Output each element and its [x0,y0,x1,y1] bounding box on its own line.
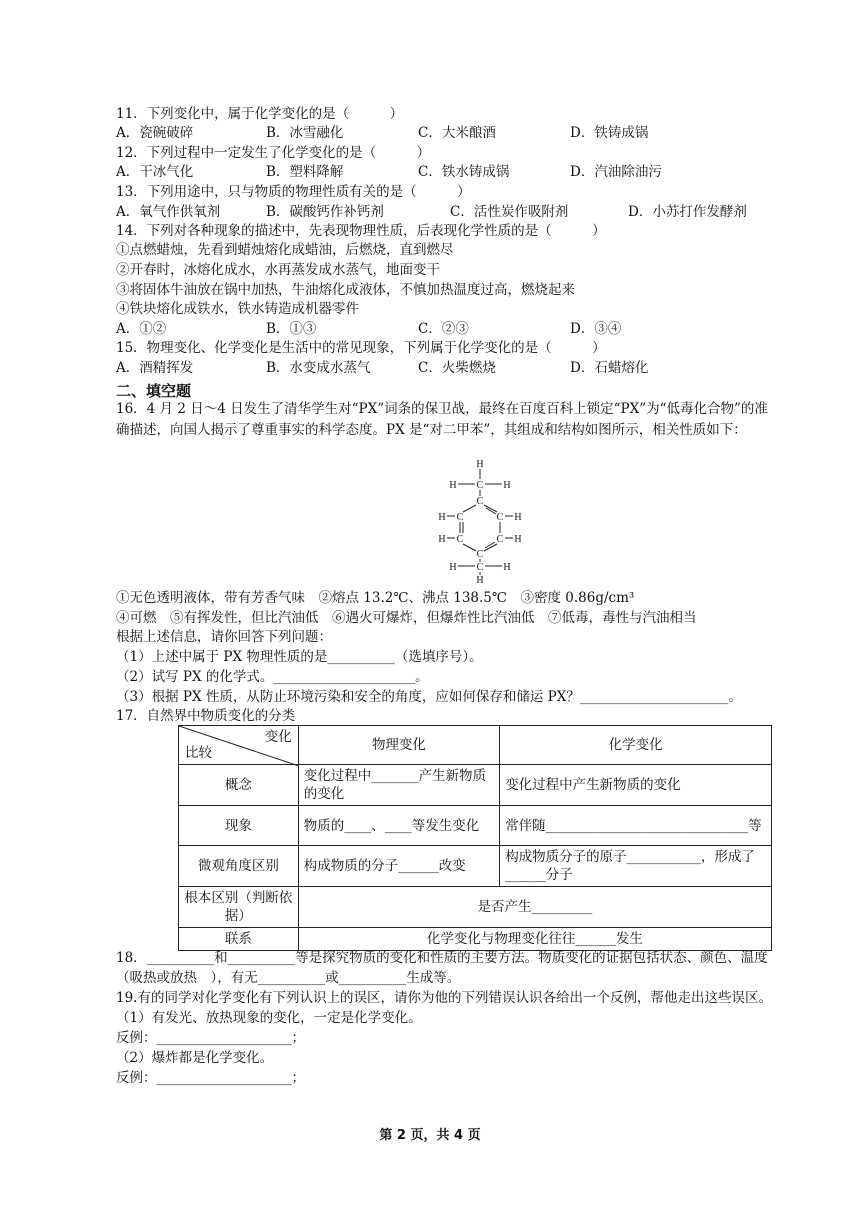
q14-option-a: A．①② [116,321,167,337]
q11-option-a: A．瓷碗破碎 [116,125,194,141]
root-diff-value: 是否产生_________ [298,887,771,928]
atom-h-methyl2-right: H [503,562,511,573]
q12-option-d: D．汽油除油污 [570,164,662,180]
atom-c-ring-ll: C [456,534,464,545]
q11-option-c: C．大米酿酒 [418,125,496,141]
q13-option-d: D．小苏打作发酵剂 [628,204,747,220]
atom-h-right-lower: H [514,534,522,545]
q16-props-line-1: ①无色透明液体，带有芳香气味 ②熔点 13.2℃、沸点 138.5℃ ③密度 0.86g/cm³ [116,590,635,606]
row-label: 微观角度区别 [179,846,299,887]
q11-stem: 11．下列变化中，属于化学变化的是（ ） [116,106,404,122]
q16-sub-3: （3）根据 PX 性质，从防止环境污染和安全的角度，应如何保存和储运 PX？______________________。 [116,689,742,705]
table-row [179,887,772,928]
q16-lead: 根据上述信息，请你回答下列问题： [116,629,332,645]
q12-option-c: C．铁水铸成锅 [418,164,510,180]
q14-item-4: ④铁块熔化成铁水，铁水铸造成机器零件 [116,301,359,317]
atom-c-ring-ur: C [496,512,504,523]
q16-intro: 16．4 月 2 日～4 日发生了清华学生对“PX”词条的保卫战，最终在百度百科上锁定“PX”为“低毒化合物”的准确描述，向国人揭示了尊重事实的科学态度。PX 是“对二甲苯”，其组成和结构如图所示，相关性质如下： [116,401,768,438]
table-corner-cell [179,726,299,765]
q18-line-1: 18．__________和__________等是探究物质的变化和性质的主要方法。物质变化的证据包括状态、颜色、温度 [116,950,768,966]
q14-item-3: ③将固体牛油放在锅中加热，牛油熔化成液体，不慎加热温度过高，燃烧起来 [116,282,575,298]
q15-option-a: A．酒精挥发 [116,360,194,376]
q14-item-2: ②开春时，冰熔化成水，水再蒸发成水蒸气，地面变干 [116,262,440,278]
root-diff-label: 根本区别（判断依据） [179,887,299,928]
table-row [179,928,772,951]
atom-h-right-upper: H [514,512,522,523]
atom-c-ring-lr: C [496,534,504,545]
col-physical-header: 物理变化 [298,726,499,765]
q18-line-2: （吸热或放热 ），有无__________或__________生成等。 [116,970,461,986]
atom-c-methyl-bottom: C [476,562,484,573]
atom-h-left-lower: H [438,534,446,545]
link-label: 联系 [179,928,299,951]
atom-h-left-upper: H [438,512,446,523]
table-row [179,846,772,887]
atom-h-top: H [476,459,484,470]
atom-h-methyl2-left: H [449,562,457,573]
q11-option-b: B．冰雪融化 [266,125,344,141]
q14-option-b: B．①③ [266,321,317,337]
q13-option-c: C．活性炭作吸附剂 [450,204,569,220]
cell-physical: 物质的____、____等发生变化 [298,806,499,846]
cell-chemical: 变化过程中产生新物质的变化 [500,765,772,806]
atom-c-ring-ul: C [456,512,464,523]
cell-chemical: 常伴随______________________________等 [500,806,772,846]
change-comparison-table [178,725,772,951]
atom-c-ring-bottom: C [476,549,484,560]
cell-physical: 构成物质的分子______改变 [298,846,499,887]
atom-h-methyl-left: H [449,480,457,491]
q13-option-a: A．氧气作供氧剂 [116,204,221,220]
cell-chemical: 构成物质分子的原子___________，形成了______分子 [500,846,772,887]
q14-option-d: D．③④ [570,321,622,337]
table-row [179,765,772,806]
px-structure-diagram [430,455,530,585]
q15-option-b: B．水变成水蒸气 [266,360,371,376]
q15-option-d: D．石蜡熔化 [570,360,649,376]
header-top-label: 变化 [264,729,292,745]
q19-answer-1: 反例：____________________； [116,1030,305,1046]
q19-sub-2: （2）爆炸都是化学变化。 [116,1050,274,1066]
atom-c-methyl-top: C [476,480,484,491]
q14-stem: 14．下列对各种现象的描述中，先表现物理性质，后表现化学性质的是（ ） [116,223,606,239]
section-heading: 二、填空题 [116,382,192,400]
q17-title: 17．自然界中物质变化的分类 [116,708,296,724]
q13-option-b: B．碳酸钙作补钙剂 [266,204,384,220]
col-chemical-header: 化学变化 [500,726,772,765]
q12-option-a: A．干冰气化 [116,164,194,180]
page-footer: 第 2 页，共 4 页 [379,1128,481,1143]
row-label: 现象 [179,806,299,846]
q12-option-b: B．塑料降解 [266,164,344,180]
atom-h-bottom: H [476,575,484,585]
q19-answer-2: 反例：____________________； [116,1070,305,1086]
atom-h-methyl-right: H [503,480,511,491]
atom-c-ring-top: C [476,496,484,507]
q11-option-d: D．铁铸成锅 [570,125,649,141]
q16-sub-2: （2）试写 PX 的化学式。_____________________。 [116,669,429,685]
cell-physical: 变化过程中_______产生新物质的变化 [298,765,499,806]
q19-intro: 19.有的同学对化学变化有下列认识上的误区，请你为他的下列错误认识各给出一个反例，帮他走出这些误区。 [116,990,772,1006]
q14-item-1: ①点燃蜡烛，先看到蜡烛熔化成蜡油，后燃烧，直到燃尽 [116,242,454,258]
q14-option-c: C．②③ [418,321,469,337]
q15-option-c: C．火柴燃烧 [418,360,496,376]
q16-props-line-2: ④可燃 ⑤有挥发性，但比汽油低 ⑥遇火可爆炸，但爆炸性比汽油低 ⑦低毒，毒性与汽油相当 [116,610,697,626]
link-value: 化学变化与物理变化往往______发生 [298,928,771,951]
q15-stem: 15．物理变化、化学变化是生活中的常见现象，下列属于化学变化的是（ ） [116,340,606,356]
q19-sub-1: （1）有发光、放热现象的变化，一定是化学变化。 [116,1010,422,1026]
q12-stem: 12．下列过程中一定发生了化学变化的是（ ） [116,145,431,161]
q16-sub-1: （1）上述中属于 PX 物理性质的是__________（选填序号）。 [116,649,483,665]
table-header-row [179,726,772,765]
header-bottom-label: 比较 [185,745,212,761]
table-row [179,806,772,846]
q13-stem: 13．下列用途中，只与物质的物理性质有关的是（ ） [116,184,471,200]
row-label: 概念 [179,765,299,806]
